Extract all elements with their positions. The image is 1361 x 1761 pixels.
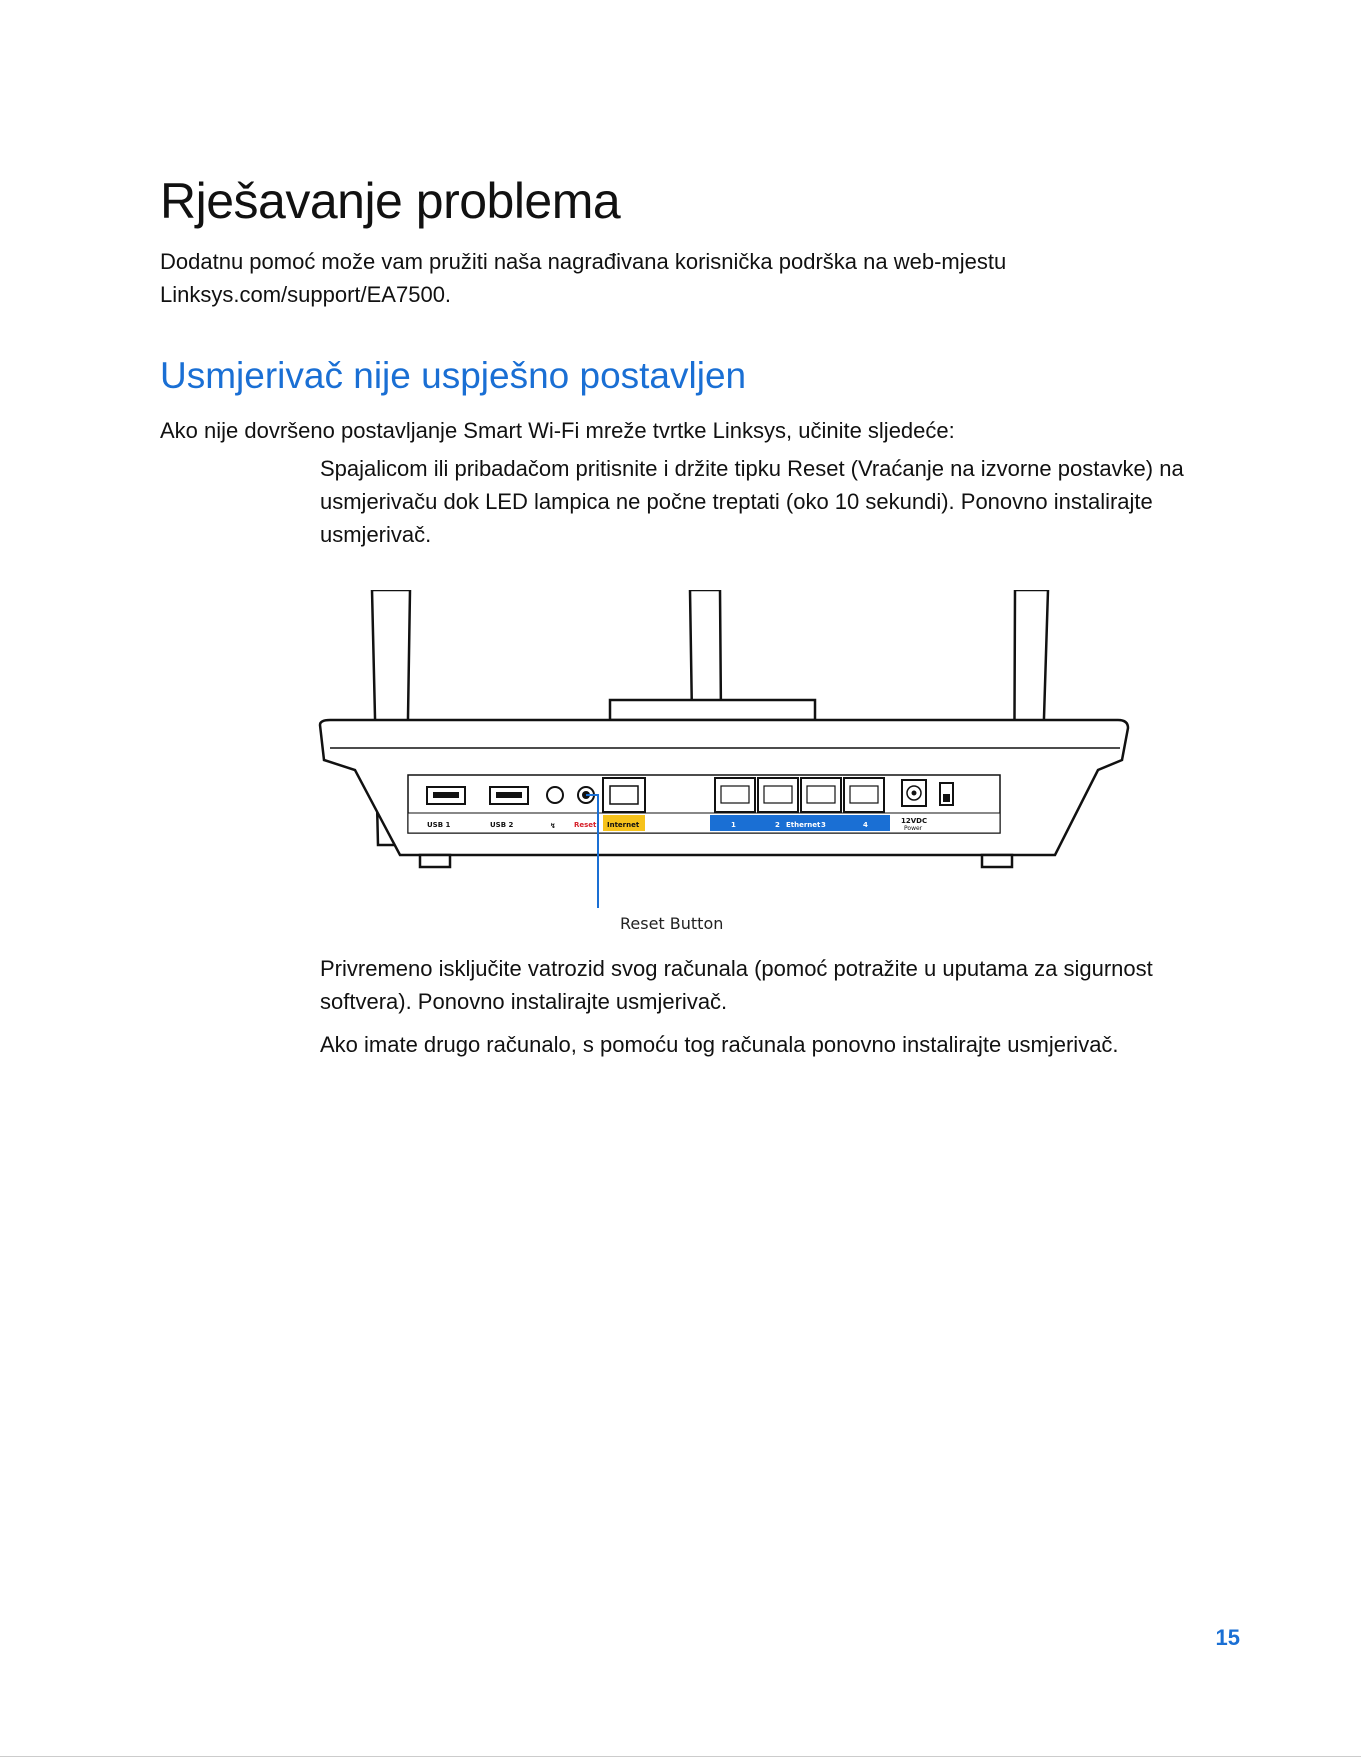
label-power-top: 12VDC	[901, 817, 928, 825]
intro-paragraph	[160, 245, 1160, 311]
label-usb1: USB 1	[427, 821, 451, 829]
step-3: Ako imate drugo računalo, s pomoću tog računala ponovno instalirajte usmjerivač.	[320, 1032, 1119, 1057]
lead-paragraph: Ako nije dovršeno postavljanje Smart Wi-Fi mreže tvrtke Linksys, učinite sljedeće:	[160, 418, 955, 443]
label-internet: Internet	[607, 821, 640, 829]
label-eth3: 3	[821, 821, 826, 829]
label-eth2: 2	[775, 821, 780, 829]
section-title: Usmjerivač nije uspješno postavljen	[160, 355, 747, 396]
label-power-bottom: Power	[904, 825, 923, 832]
reset-button-callout: Reset Button	[620, 914, 724, 933]
usb-button	[547, 787, 563, 803]
label-usb-icon: ↯	[550, 822, 556, 830]
bottom-rule	[0, 1756, 1361, 1757]
intro-line-2: Linksys.com/support/EA7500.	[160, 282, 452, 307]
step-1: Spajalicom ili pribadačom pritisnite i držite tipku Reset (Vraćanje na izvorne postavke) na usmjerivaču dok LED lampica ne počne treptati (oko 10 sekundi). Ponovno instalirajte usmjerivač.	[320, 456, 1184, 547]
page-number: 15	[1215, 1625, 1240, 1650]
label-reset: Reset	[574, 821, 597, 829]
step-2: Privremeno isključite vatrozid svog računala (pomoć potražite u uputama za sigurnost softvera). Ponovno instalirajte usmjerivač.	[320, 956, 1153, 1014]
page-title: Rješavanje problema	[160, 173, 621, 229]
label-eth1: 1	[731, 821, 736, 829]
label-usb2: USB 2	[490, 821, 514, 829]
intro-line-1: Dodatnu pomoć može vam pružiti naša nagrađivana korisnička podrška na web-mjestu	[160, 249, 1007, 274]
router-illustration	[310, 590, 1140, 910]
label-eth4: 4	[863, 821, 868, 829]
label-ethernet: Ethernet	[786, 821, 821, 829]
router-back-figure	[310, 590, 1140, 940]
